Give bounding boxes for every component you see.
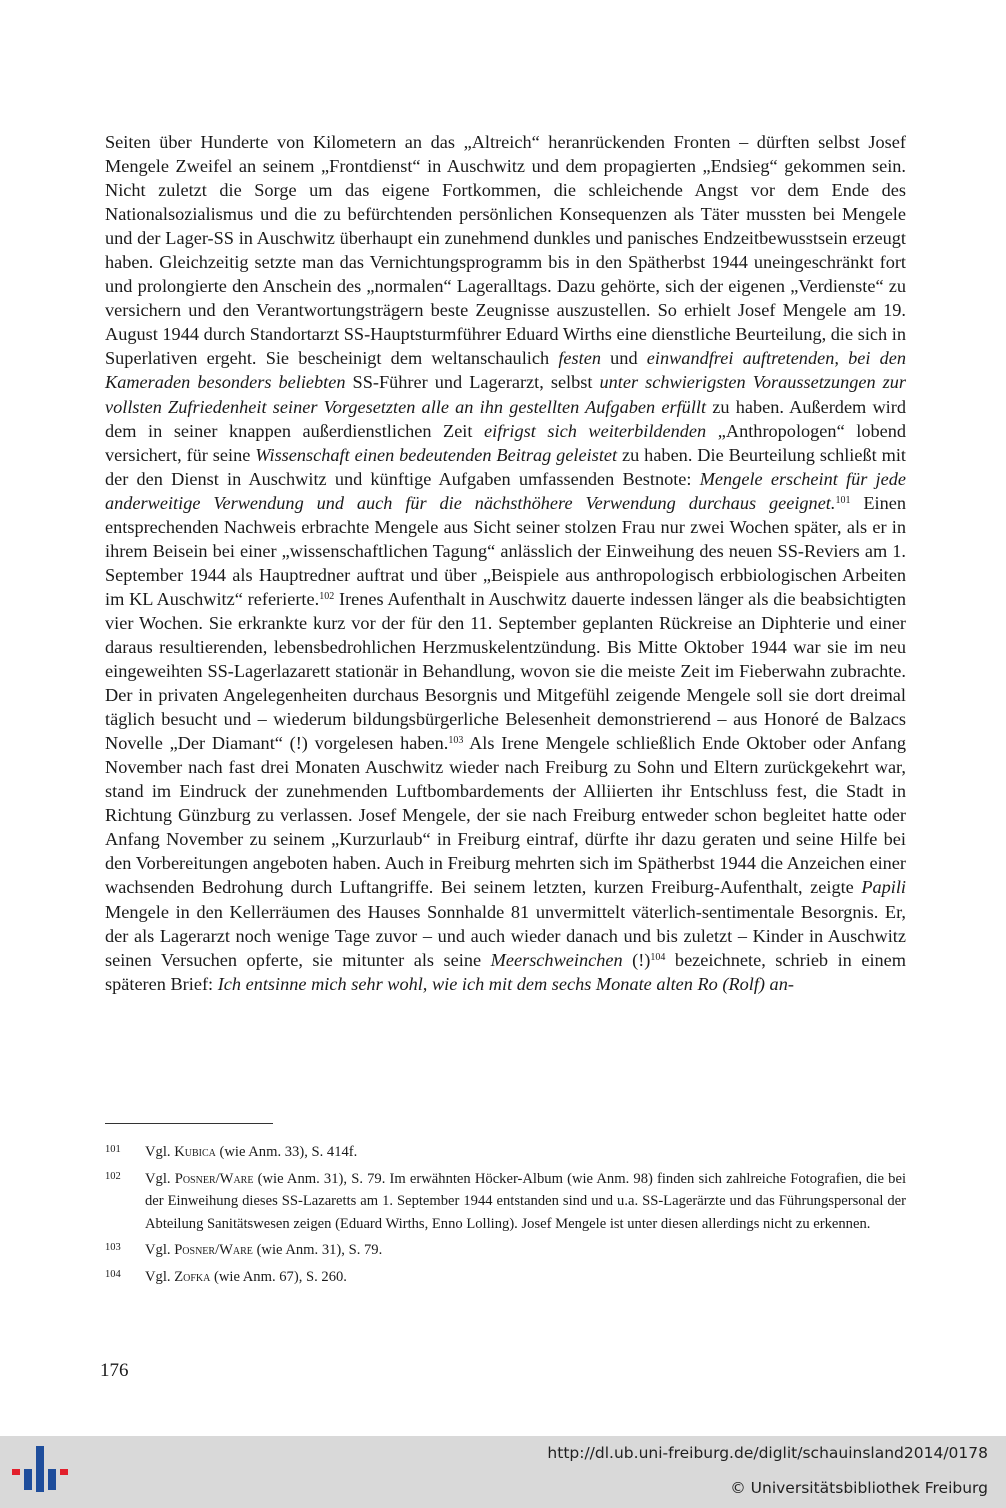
text-run: zu haben. Die Beurteilung schließt mit der den Dienst in Auschwitz und künftige Aufgaben umfassenden Bestnote: bbox=[105, 444, 906, 489]
footnote bbox=[105, 1239, 906, 1262]
footnote bbox=[105, 1141, 906, 1164]
author-name: Zofka bbox=[174, 1268, 211, 1285]
footer-url-link[interactable]: http://dl.ub.uni-freiburg.de/diglit/schauinsland2014/0178 bbox=[547, 1444, 988, 1462]
footnote-text: Vgl. Posner/Ware (wie Anm. 31), S. 79. Im erwähnten Höcker-Album (wie Anm. 98) finden sich zahlreiche Fotografien, die bei der Einweihung dieses SS-Lazaretts am 1. September 1944 entstanden sind und u.a. SS-Lagerärzte und das Führungspersonal der Abteilung Sanitätswesen zeigen (Eduard Wirths, Enno Lolling). Josef Mengele ist unter diesen allerdings nicht zu erkennen. bbox=[145, 1170, 907, 1232]
footnotes bbox=[105, 1141, 906, 1293]
footer-copyright: © Universitätsbibliothek Freiburg bbox=[730, 1479, 988, 1497]
main-paragraph bbox=[105, 130, 906, 996]
italic-quote: eifrigst sich weiterbildenden bbox=[484, 420, 707, 441]
text-run: Einen entsprechenden Nachweis erbrachte Mengele aus Sicht seiner stolzen Frau nur zwei Wochen später, als er in ihrem Beisein bei einer „wissenschaftlichen Tagung“ anlässlich der Einweihung des neuen SS-Reviers am 1. September 1944 als Hauptredner auftrat und über „Beispiele aus anthropologisch erbbiologischen Arbeiten im KL Auschwitz“ referierte. bbox=[105, 492, 906, 609]
footnote-number: 103 bbox=[105, 1242, 121, 1254]
footnote-ref[interactable]: 103 bbox=[448, 735, 464, 747]
page-number: 176 bbox=[100, 1360, 129, 1381]
footnote-ref[interactable]: 101 bbox=[835, 494, 851, 506]
text-run: bezeichnete, schrieb in einem späteren Brief: bbox=[105, 949, 907, 994]
footnote-divider bbox=[105, 1123, 273, 1124]
footnote-number: 104 bbox=[105, 1268, 121, 1280]
author-name: Posner/Ware bbox=[174, 1242, 253, 1259]
footnote-number: 102 bbox=[105, 1170, 121, 1182]
footnote-text: Vgl. Kubica (wie Anm. 33), S. 414f. bbox=[145, 1144, 358, 1160]
text-run: Als Irene Mengele schließlich Ende Oktober oder Anfang November nach fast drei Monaten Auschwitz wieder nach Freiburg zu Sohn und Eltern zurückgekehrt war, stand im Eindruck der zunehmenden Luftbombardements der Alliierten ihr Entschluss fest, die Stadt in Richtung Günzburg zu verlassen. Josef Mengele, der sie nach Freiburg entweder schon begleitet hatte oder Anfang November zu seinem „Kurzurlaub“ in Freiburg eintraf, dürfte ihr dazu geraten und seine Hilfe bei den Vorbereitungen angeboten haben. Auch in Freiburg mehrten sich im Spätherbst 1944 die Anzeichen einer wachsenden Bedrohung durch Luftangriffe. Bei seinem letzten, kurzen Freiburg-Aufenthalt, zeigte bbox=[105, 733, 906, 898]
author-name: Kubica bbox=[174, 1144, 216, 1160]
text-run: zu haben. Außerdem wird dem in seiner knappen außerdienstlichen Zeit bbox=[105, 396, 906, 441]
text-run: SS-Führer und Lagerarzt, selbst bbox=[345, 372, 600, 393]
footnote-number: 101 bbox=[105, 1144, 121, 1155]
italic-quote: unter schwierigsten Voraussetzungen zur vollsten Zufriedenheit seiner Vorgesetzten alle an ihn gestellten Aufgaben erfüllt bbox=[105, 372, 907, 417]
footnote-ref[interactable]: 102 bbox=[319, 590, 335, 602]
body-text bbox=[105, 130, 906, 996]
footnote-text: Vgl. Posner/Ware (wie Anm. 31), S. 79. bbox=[145, 1242, 383, 1259]
text-run: Irenes Aufenthalt in Auschwitz dauerte indessen länger als die beabsichtigten vier Wochen. Sie erkrankte kurz vor der für den 11. September geplanten Rückreise an Diphterie und einer daraus resultierenden, lebensbedrohlichen Herzmuskelentzündung. Bis Mitte Oktober 1944 war sie im neu eingeweihten SS-Lagerlazarett stationär in Behandlung, wovon sie die meiste Zeit im Fieberwahn zubrachte. Der in privaten Angelegenheiten durchaus Besorgnis und Mitgefühl zeigende Mengele soll sie dort dreimal täglich besucht und – wiederum bildungsbürgerliche Belesenheit demonstrierend – aus Honoré de Balzacs Novelle „Der Diamant“ (!) vorgelesen haben. bbox=[105, 588, 906, 754]
ub-freiburg-logo-icon bbox=[10, 1442, 70, 1502]
text-run: und bbox=[600, 348, 647, 369]
footnote-ref[interactable]: 104 bbox=[650, 951, 666, 963]
text-run: (!) bbox=[622, 949, 651, 970]
italic-quote: Mengele erscheint für jede anderweitige Verwendung und auch für die nächsthöhere Verwendung durchaus geeignet. bbox=[105, 468, 907, 513]
italic-quote: Ich entsinne mich sehr wohl, wie ich mit dem sechs Monate alten Ro (Rolf) an- bbox=[217, 973, 794, 994]
italic-quote: festen bbox=[558, 348, 601, 369]
italic-quote: Papili bbox=[861, 877, 906, 898]
footnote-text: Vgl. Zofka (wie Anm. 67), S. 260. bbox=[145, 1268, 347, 1285]
italic-quote: einwandfrei auftretenden, bei den Kameraden besonders beliebten bbox=[105, 348, 907, 393]
italic-quote: Meerschweinchen bbox=[490, 949, 623, 970]
footnote bbox=[105, 1266, 906, 1289]
footnote bbox=[105, 1168, 906, 1236]
author-name: Posner/Ware bbox=[174, 1170, 254, 1187]
text-run: Seiten über Hunderte von Kilometern an das „Altreich“ heranrückenden Fronten – dürften selbst Josef Mengele Zweifel an seinem „Frontdienst“ in Auschwitz und dem propagierten „Endsieg“ gekommen sein. Nicht zuletzt die Sorge um das eigene Fortkommen, die schleichende Angst vor dem Ende des Nationalsozialismus und die zu befürchtenden persönlichen Konsequenzen als Täter mussten bei Mengele und der Lager-SS in Auschwitz überhaupt ein zunehmend dunkles und panisches Endzeitbewusstsein erzeugt haben. Gleichzeitig setzte man das Vernichtungsprogramm bis in den Spätherbst 1944 uneingeschränkt fort und prolongierte den Anschein des „normalen“ Lageralltags. Dazu gehörte, sich der eigenen „Verdienste“ zu versichern und den Verantwortungsträgern beste Zeugnisse auszustellen. So erhielt Josef Mengele am 19. August 1944 durch Standortarzt SS-Hauptsturmführer Eduard Wirths eine dienstliche Beurteilung, die sich in Superlativen ergeht. Sie bescheinigt dem weltanschaulich bbox=[105, 132, 906, 369]
footer-band bbox=[0, 1436, 1006, 1508]
text-run: Mengele in den Kellerräumen des Hauses Sonnhalde 81 unvermittelt väterlich-sentimentale Besorgnis. Er, der als Lagerarzt noch wenige Tage zuvor – und auch wieder danach und bis zuletzt – Kinder in Auschwitz seinen Versuchen opferte, sie mitunter als seine bbox=[105, 901, 906, 970]
italic-quote: Wissenschaft einen bedeutenden Beitrag geleistet bbox=[255, 444, 618, 465]
text-run: „Anthropologen“ lobend versichert, für seine bbox=[105, 420, 906, 465]
